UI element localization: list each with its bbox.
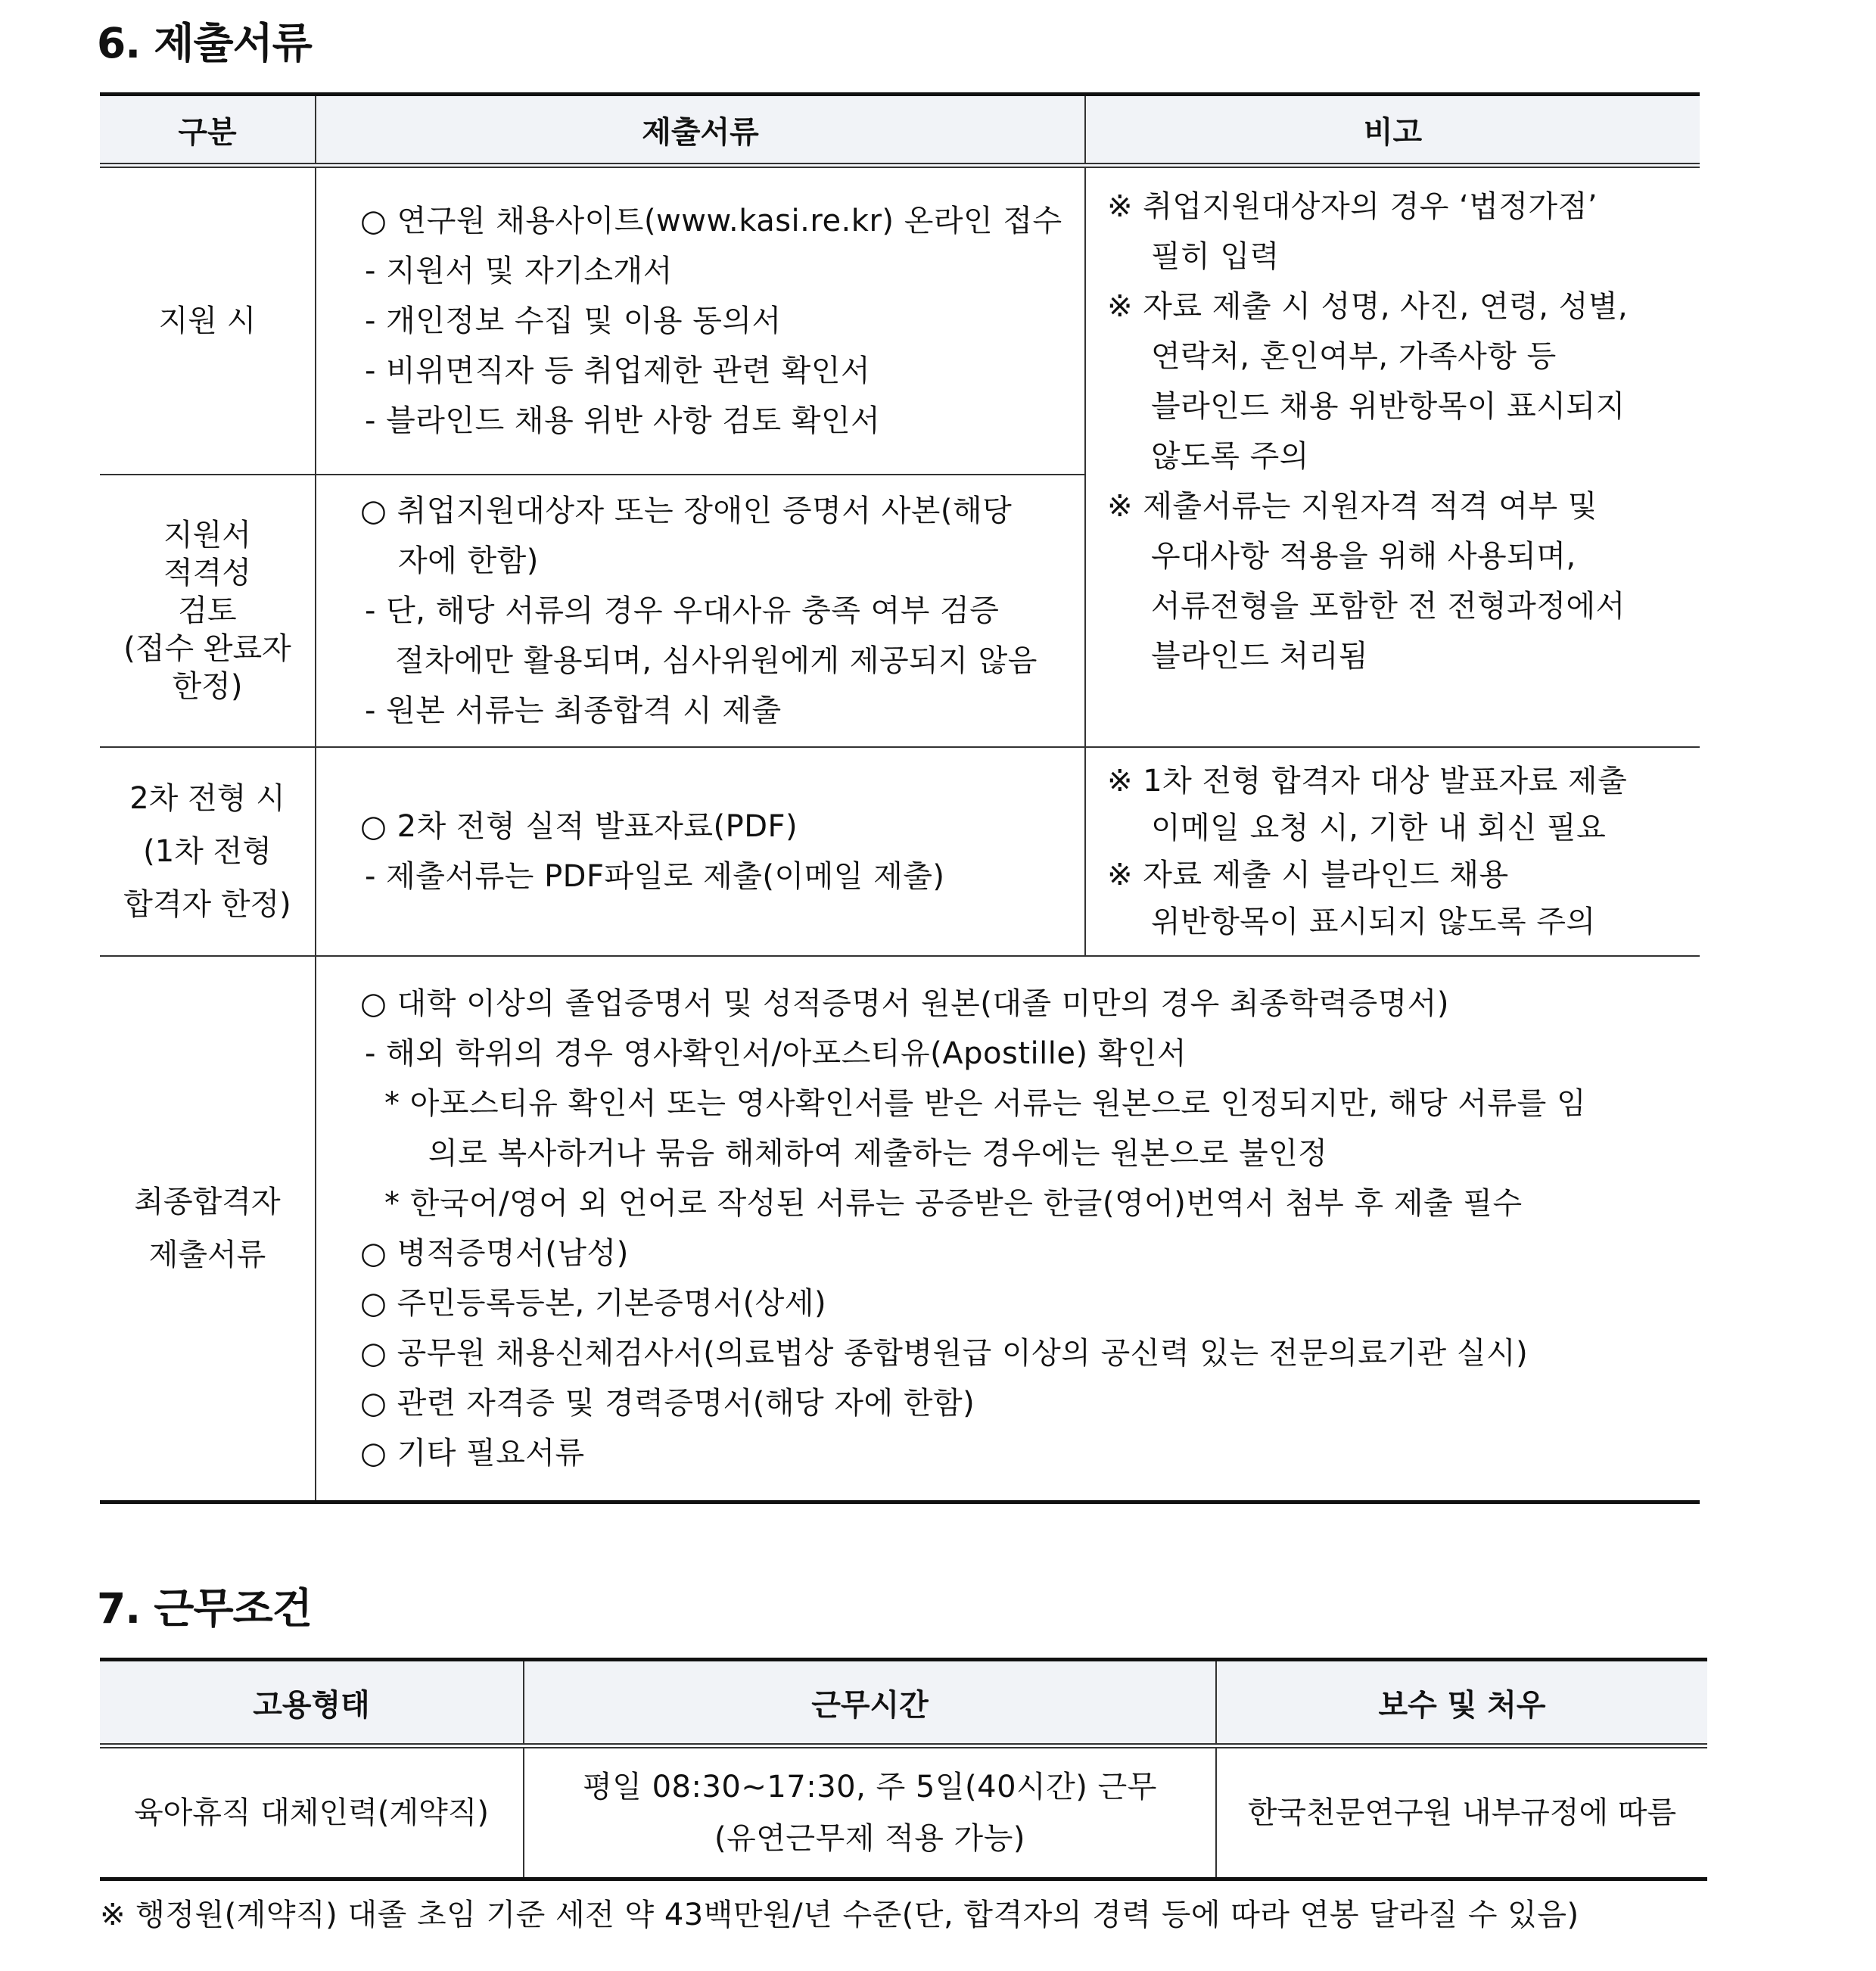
category-cell <box>100 956 316 1502</box>
note-line: 않도록 주의 <box>1151 439 1309 474</box>
list-item: ○ 연구원 채용사이트(www.kasi.re.kr) 온라인 접수 <box>360 203 1062 238</box>
note-line: 블라인드 채용 위반항목이 표시되지 <box>1151 389 1626 424</box>
table-row <box>100 747 1700 956</box>
note-line: ※ 자료 제출 시 성명, 사진, 연령, 성별, <box>1107 289 1629 324</box>
header-remarks: 비고 <box>1085 95 1700 166</box>
note-line: ※ 제출서류는 지원자격 적격 여부 및 <box>1107 489 1598 524</box>
list-item: 의로 복사하거나 묶음 해체하여 제출하는 경우에는 원본으로 불인정 <box>428 1135 1328 1171</box>
note-line: 서류전형을 포함한 전 전형과정에서 <box>1151 589 1626 624</box>
header-documents: 제출서류 <box>316 95 1085 166</box>
header-category: 구분 <box>100 95 316 166</box>
table-row <box>100 166 1700 475</box>
list-item: * 한국어/영어 외 언어로 작성된 서류는 공증받은 한글(영어)번역서 첨부 후 제출 필수 <box>384 1185 1523 1221</box>
list-item: ○ 병적증명서(남성) <box>360 1235 629 1271</box>
section-7-title: 7. 근무조건 <box>97 1584 312 1633</box>
header-pay: 보수 및 처우 <box>1216 1660 1707 1746</box>
table-header-row <box>100 1660 1707 1746</box>
category-label: (접수 완료자 <box>123 631 291 666</box>
list-item: - 지원서 및 자기소개서 <box>365 253 673 288</box>
list-item: * 아포스티유 확인서 또는 영사확인서를 받은 서류는 원본으로 인정되지만, 해당 서류를 임 <box>384 1085 1587 1121</box>
list-item: - 개인정보 수집 및 이용 동의서 <box>365 303 782 338</box>
remarks-cell <box>1085 166 1700 747</box>
working-hours-line: 평일 08:30~17:30, 주 5일(40시간) 근무 <box>583 1770 1157 1804</box>
category-label: 적격성 <box>163 555 251 590</box>
category-label: 지원 시 <box>158 303 257 338</box>
category-label: 검토 <box>178 593 237 628</box>
list-item: - 제출서류는 PDF파일로 제출(이메일 제출) <box>365 858 945 894</box>
category-label: 지원서 <box>163 517 251 553</box>
note-line: ※ 취업지원대상자의 경우 ‘법정가점’ <box>1107 189 1598 224</box>
documents-cell <box>316 475 1085 747</box>
category-label: 최종합격자 <box>134 1184 281 1219</box>
list-item: - 비위면직자 등 취업제한 관련 확인서 <box>365 353 871 388</box>
working-conditions-table <box>100 1658 1707 1881</box>
note-line: 연락처, 혼인여부, 가족사항 등 <box>1151 339 1557 374</box>
remarks-cell <box>1085 747 1700 956</box>
list-item: ○ 주민등록등본, 기본증명서(상세) <box>360 1285 827 1321</box>
category-cell <box>100 166 316 475</box>
list-item: - 블라인드 채용 위반 사항 검토 확인서 <box>365 403 881 438</box>
list-item: ○ 관련 자격증 및 경력증명서(해당 자에 한함) <box>360 1385 975 1421</box>
note-line: ※ 1차 전형 합격자 대상 발표자료 제출 <box>1107 763 1628 799</box>
note-line: 위반항목이 표시되지 않도록 주의 <box>1151 904 1596 939</box>
note-line: 필히 입력 <box>1151 239 1280 274</box>
table-header-row <box>100 95 1700 166</box>
category-cell <box>100 475 316 747</box>
list-item: ○ 대학 이상의 졸업증명서 및 성적증명서 원본(대졸 미만의 경우 최종학력증명서) <box>360 986 1450 1021</box>
category-label: 한정) <box>172 668 243 704</box>
documents-cell <box>316 956 1700 1502</box>
list-item: ○ 2차 전형 실적 발표자료(PDF) <box>360 808 798 844</box>
header-working-hours: 근무시간 <box>524 1660 1216 1746</box>
note-line: ※ 자료 제출 시 블라인드 채용 <box>1107 857 1509 892</box>
table-row <box>100 1746 1707 1879</box>
category-label: 제출서류 <box>148 1237 266 1272</box>
note-line: 우대사항 적용을 위해 사용되며, <box>1151 539 1576 574</box>
employment-type-cell: 육아휴직 대체인력(계약직) <box>100 1746 524 1879</box>
salary-footnote: ※ 행정원(계약직) 대졸 초임 기준 세전 약 43백만원/년 수준(단, 합격자의 경력 등에 따라 연봉 달라질 수 있음) <box>100 1898 1579 1932</box>
header-employment-type: 고용형태 <box>100 1660 524 1746</box>
note-line: 블라인드 처리됨 <box>1151 639 1369 674</box>
list-item: 절차에만 활용되며, 심사위원에게 제공되지 않음 <box>395 643 1038 678</box>
working-hours-line: (유연근무제 적용 가능) <box>714 1821 1025 1856</box>
list-item: - 단, 해당 서류의 경우 우대사유 충족 여부 검증 <box>365 593 1000 628</box>
list-item: - 해외 학위의 경우 영사확인서/아포스티유(Apostille) 확인서 <box>365 1035 1187 1071</box>
section-6-title: 6. 제출서류 <box>97 19 312 67</box>
documents-cell <box>316 166 1085 475</box>
list-item: ○ 기타 필요서류 <box>360 1435 585 1471</box>
category-label: (1차 전형 <box>143 833 272 869</box>
category-cell <box>100 747 316 956</box>
list-item: 자에 한함) <box>398 543 539 578</box>
working-hours-cell <box>524 1746 1216 1879</box>
table-row <box>100 956 1700 1502</box>
list-item: ○ 취업지원대상자 또는 장애인 증명서 사본(해당 <box>360 493 1013 528</box>
list-item: - 원본 서류는 최종합격 시 제출 <box>365 693 782 728</box>
category-label: 2차 전형 시 <box>129 780 285 816</box>
documents-cell <box>316 747 1085 956</box>
pay-cell: 한국천문연구원 내부규정에 따름 <box>1216 1746 1707 1879</box>
category-label: 합격자 한정) <box>123 886 291 922</box>
note-line: 이메일 요청 시, 기한 내 회신 필요 <box>1151 810 1607 845</box>
list-item: ○ 공무원 채용신체검사서(의료법상 종합병원급 이상의 공신력 있는 전문의료기관 실시) <box>360 1335 1529 1371</box>
submission-documents-table <box>100 92 1700 1504</box>
